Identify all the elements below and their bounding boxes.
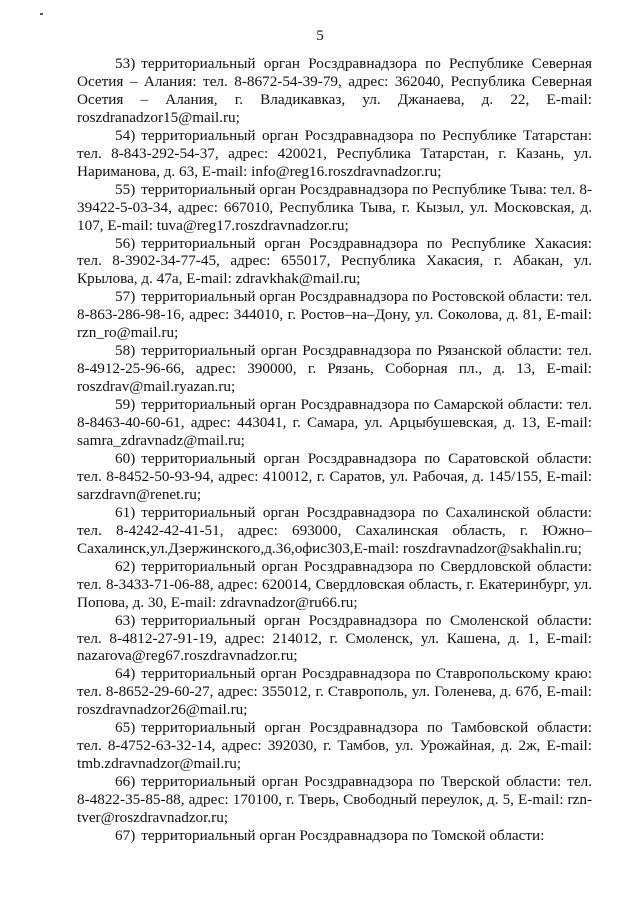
page-number: 5 (316, 28, 324, 44)
list-item (77, 288, 592, 342)
item-text: территориальный орган Росздравнадзора по Ростовской области: тел. 8-863-286-98-16, адрес: 344010, г. Ростов–на–Дону, ул. Соколова, д. 81, E-mail: rzn_ro@mail.ru; (77, 288, 592, 342)
item-text: территориальный орган Росздравнадзора по Сахалинской области: тел. 8-4242-42-41-51, адрес: 693000, Сахалинская область, г. Южно–Сахалинск,ул.Дзержинского,д.36,офис303,E-mail: roszdravnadzor@sakhalin.ru; (77, 503, 592, 557)
item-number: 58) (115, 342, 136, 360)
list-item (77, 504, 592, 558)
list-item (77, 450, 592, 504)
item-number: 53) (115, 55, 136, 72)
item-text: территориальный орган Росздравнадзора по Республике Северная Осетия – Алания: тел. 8-8672-54-39-79, адрес: 362040, Республика Северная Осетия – Алания, г. Владикавказ, ул. Джанаева, д. 22, E-mail: roszdranadzor15@mail.ru; (77, 55, 592, 126)
item-text: территориальный орган Росздравнадзора по Республике Тыва: тел. 8-39422-5-03-34, адрес: 667010, Республика Тыва, г. Кызыл, ул. Московская, д. 107, E-mail: tuva@reg17.roszdravnadzor.ru; (77, 180, 592, 234)
item-number: 60) (115, 449, 136, 467)
item-number: 64) (115, 665, 136, 683)
item-number: 55) (115, 180, 136, 198)
item-text: территориальный орган Росздравнадзора по Смоленской области: тел. 8-4812-27-91-19, адрес: 214012, г. Смоленск, ул. Кашена, д. 1, E-mail: nazarova@reg67.roszdravnadzor.ru; (77, 611, 592, 665)
list-item (77, 55, 592, 127)
item-text: территориальный орган Росздравнадзора по Самарской области: тел. 8-8463-40-60-61, адрес: 443041, г. Самара, ул. Арцыбушевская, д. 13, E-mail: samra_zdravnadz@mail.ru; (77, 396, 592, 450)
item-number: 61) (115, 503, 136, 521)
list-item (77, 827, 592, 845)
list-item (77, 235, 592, 289)
scan-mark (40, 13, 43, 15)
document-body (77, 55, 592, 845)
item-text: территориальный орган Росздравнадзора по Томской области: (141, 826, 545, 844)
item-text: территориальный орган Росздравнадзора по Саратовской области: тел. 8-8452-50-93-94, адрес: 410012, г. Саратов, ул. Рабочая, д. 145/155, E-mail: sarzdravn@renet.ru; (77, 449, 592, 503)
item-text: территориальный орган Росздравнадзора по Тамбовской области: тел. 8-4752-63-32-14, адрес: 392030, г. Тамбов, ул. Урожайная, д. 2ж, E-mail: tmb.zdravnadzor@mail.ru; (77, 719, 592, 773)
list-item (77, 396, 592, 450)
item-text: территориальный орган Росздравнадзора по Ставропольскому краю: тел. 8-8652-29-60-27, адрес: 355012, г. Ставрополь, ул. Голенева, д. 67б, E-mail: roszdravnadzor26@mail.ru; (77, 665, 592, 719)
list-item (77, 181, 592, 235)
item-number: 67) (115, 826, 136, 844)
item-text: территориальный орган Росздравнадзора по Тверской области: тел. 8-4822-35-85-88, адрес: 170100, г. Тверь, Свободный переулок, д. 5, E-mail: rzn-tver@roszdravnadzor.ru; (77, 773, 592, 827)
item-text: территориальный орган Росздравнадзора по Республике Хакасия: тел. 8-3902-34-77-45, адрес: 655017, Республика Хакасия, г. Абакан, ул. Крылова, д. 47а, E-mail: zdravkhak@mail.ru; (77, 234, 592, 288)
item-number: 62) (115, 557, 136, 575)
list-item (77, 773, 592, 827)
list-item (77, 127, 592, 181)
list-item (77, 558, 592, 612)
item-number: 56) (115, 234, 136, 252)
list-item (77, 665, 592, 719)
item-text: территориальный орган Росздравнадзора по Республике Татарстан: тел. 8-843-292-54-37, адрес: 420021, Республика Татарстан, г. Казань, ул. Нариманова, д. 63, E-mail: info@reg16.roszdravnadzor.ru; (77, 126, 592, 180)
list-item (77, 719, 592, 773)
item-number: 66) (115, 773, 136, 791)
list-item (77, 342, 592, 396)
item-text: территориальный орган Росздравнадзора по Свердловской области: тел. 8-3433-71-06-88, адрес: 620014, Свердловская область, г. Екатеринбург, ул. Попова, д. 30, E-mail: zdravnadzor@ru66.ru; (77, 557, 592, 611)
list-item (77, 612, 592, 666)
item-number: 57) (115, 288, 136, 306)
item-number: 54) (115, 126, 136, 144)
item-text: территориальный орган Росздравнадзора по Рязанской области: тел. 8-4912-25-96-66, адрес: 390000, г. Рязань, Соборная пл., д. 13, E-mail: roszdrav@mail.ryazan.ru; (77, 342, 592, 396)
item-number: 59) (115, 396, 136, 414)
item-number: 65) (115, 719, 136, 737)
item-number: 63) (115, 611, 136, 629)
